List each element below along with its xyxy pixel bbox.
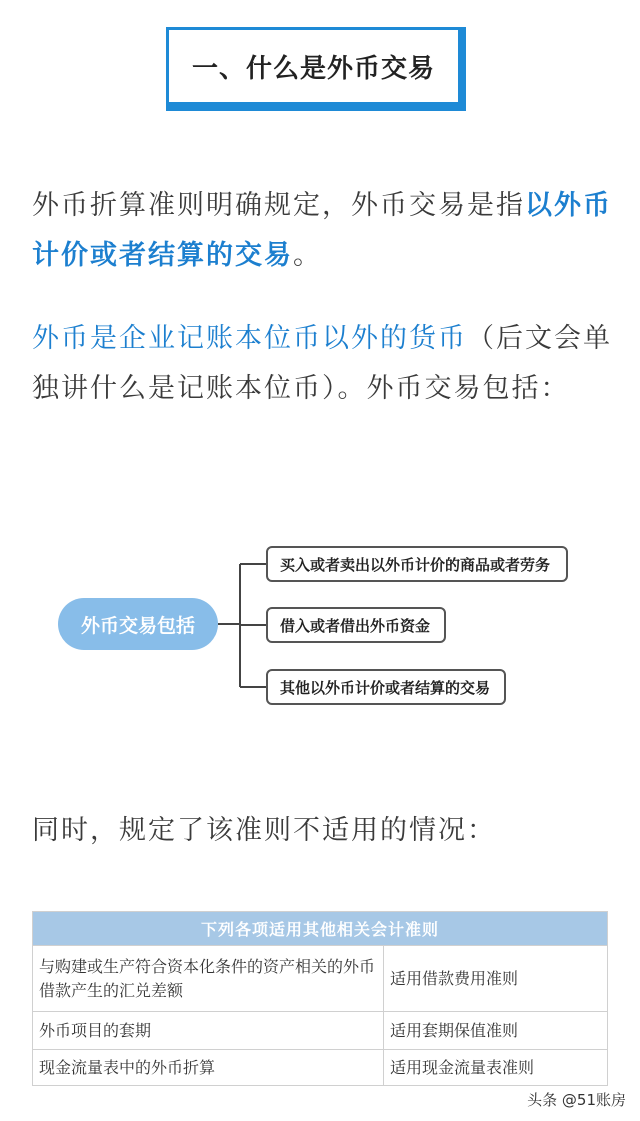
table-cell: 适用借款费用准则 (384, 946, 608, 1012)
para1-end: 。 (293, 240, 322, 271)
table-header: 下列各项适用其他相关会计准则 (33, 912, 608, 946)
table-cell: 现金流量表中的外币折算 (33, 1050, 384, 1086)
table-row (33, 946, 608, 1012)
mindmap-root: 外币交易包括 (58, 598, 218, 650)
exclusion-table (32, 911, 608, 1086)
para2-text: （后文会单独讲什么是记账本位币）。外币交易包括： (32, 323, 612, 404)
section-title: 一、什么是外币交易 (191, 53, 435, 84)
table-row (33, 1050, 608, 1086)
mindmap-node: 其他以外币计价或者结算的交易 (266, 669, 506, 705)
table-cell: 外币项目的套期 (33, 1012, 384, 1050)
para1-text: 外币折算准则明确规定，外币交易是指 (32, 190, 525, 221)
para1-highlight: 以外币计价或者结算的交易 (32, 190, 612, 271)
watermark: 头条 @51账房 (527, 1091, 626, 1109)
table-cell: 适用套期保值准则 (384, 1012, 608, 1050)
mindmap-node: 买入或者卖出以外币计价的商品或者劳务 (266, 546, 568, 582)
exclusion-intro: 同时，规定了该准则不适用的情况： (32, 815, 496, 846)
para2-highlight: 外币是企业记账本位币以外的货币 (32, 323, 467, 354)
table-row (33, 1012, 608, 1050)
table-cell: 适用现金流量表准则 (384, 1050, 608, 1086)
table-cell: 与购建或生产符合资本化条件的资产相关的外币借款产生的汇兑差额 (33, 946, 384, 1012)
mindmap-node: 借入或者借出外币资金 (266, 607, 446, 643)
